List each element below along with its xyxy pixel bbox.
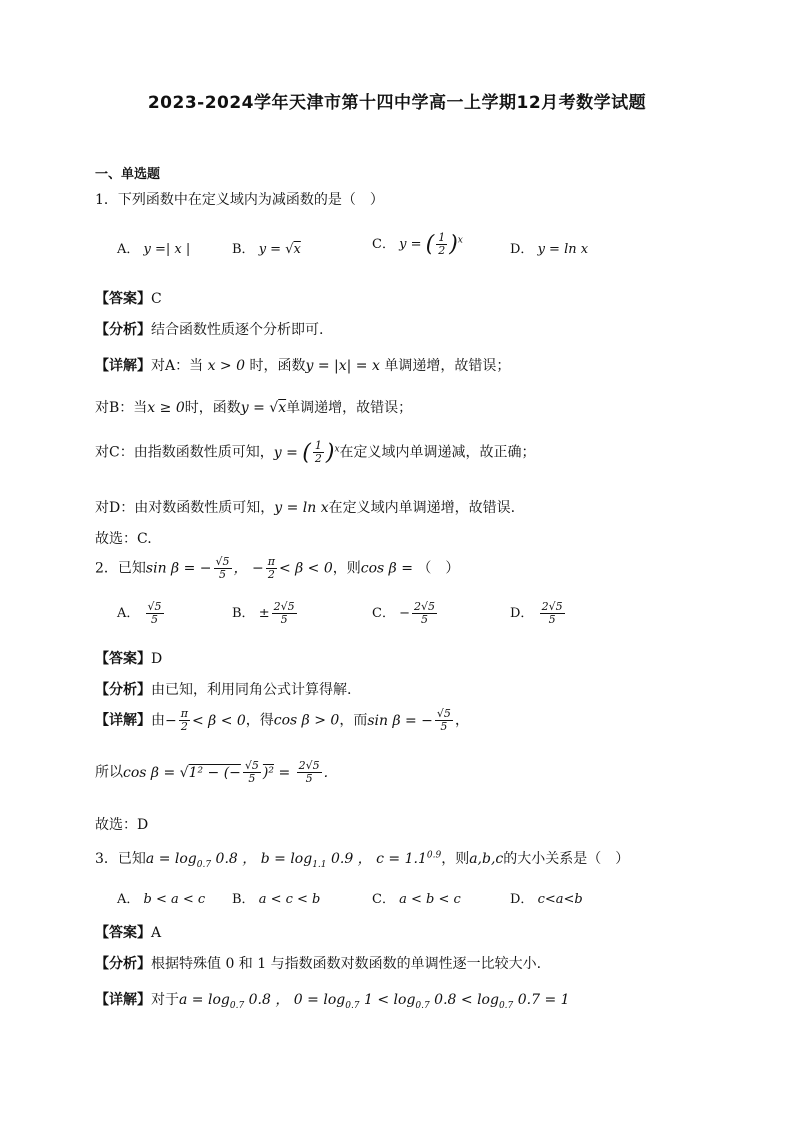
q2-analysis-tag: 【分析】 xyxy=(95,682,151,698)
q3-detail-formula: $a = \log_{0.7} 0.8$ ， $0 = \log_{0.7} 1 < \log_{0.7} 0.8 < \log_{0.7} 0.7 = 1$ xyxy=(179,992,570,1011)
q1-detail-c-formula: y = ( $\frac{1}{2}$ )$^x$ xyxy=(273,439,340,466)
q2-option-c xyxy=(372,601,439,626)
q1-option-b-label: B． xyxy=(232,242,255,257)
q1-detail-d-post: 在定义域内单调递增，故错误. xyxy=(328,500,516,516)
q2-detail-cos: cos β > 0 xyxy=(273,712,340,729)
q2-detail-pre: 由 xyxy=(151,712,165,729)
q1-analysis-text: 结合函数性质逐个分析即可. xyxy=(151,322,324,338)
q3-option-b-label: B． xyxy=(232,892,255,907)
q2-option-d xyxy=(510,601,567,626)
q3-stem xyxy=(95,848,629,870)
q2-detail-mid2: ，而 xyxy=(339,712,368,729)
q2-stem-post: （ ） xyxy=(417,560,460,577)
q1-detail-d-formula: y = ln x xyxy=(274,500,329,516)
q2-stem-pre: 2．已知 xyxy=(95,560,146,577)
q1-detail-d-pre: 对D：由对数函数性质可知， xyxy=(95,500,275,516)
q1-option-a xyxy=(117,238,190,257)
q1-option-c-formula: y = ( $\frac{1}{2}$ )$^x$ xyxy=(399,231,463,258)
q2-option-d-formula: $\frac{2√5}{5}$ xyxy=(541,600,563,627)
q3-stem-pre: 3．已知 xyxy=(95,851,146,867)
q1-detail-a-mid: 时，函数 xyxy=(249,358,306,374)
q2-analysis-text: 由已知，利用同角公式计算得解. xyxy=(151,682,352,698)
q2-option-a xyxy=(117,601,166,626)
q3-option-b xyxy=(232,888,320,907)
q2-stem-range-frac: $\frac{\pi}{2}$ xyxy=(267,555,275,582)
q2-stem-cos: cos β = xyxy=(360,560,418,577)
q2-option-b-formula: ± $\frac{2√5}{5}$ xyxy=(258,600,295,627)
q1-option-b xyxy=(232,238,301,257)
q3-analysis xyxy=(95,953,541,973)
q1-detail-b-post: 单调递增，故错误； xyxy=(286,400,413,416)
q1-detail-b-cond: x ≥ 0 xyxy=(147,400,185,416)
q3-detail xyxy=(95,989,570,1011)
q3-stem-then: ，则 xyxy=(441,851,470,867)
q2-option-a-label: A． xyxy=(117,606,140,622)
q1-detail-c-pre: 对C：由指数函数性质可知， xyxy=(95,444,274,461)
q2-detail-sin: sin β = − $\frac{√5}{5}$ xyxy=(367,707,451,734)
q2-answer-tag: 【答案】 xyxy=(95,651,151,667)
q3-option-d-formula: c<a<b xyxy=(537,892,583,907)
q3-detail-tag: 【详解】 xyxy=(95,992,151,1008)
q3-stem-post: 的大小关系是（ ） xyxy=(503,851,630,867)
q2-option-b-label: B． xyxy=(232,606,255,622)
q1-detail-b-formula: y = √x xyxy=(240,400,287,416)
q1-detail-a-cond: x > 0 xyxy=(203,358,250,374)
q1-detail-c xyxy=(95,440,536,465)
q3-option-a xyxy=(117,888,205,907)
q1-answer-tag: 【答案】 xyxy=(95,291,151,307)
section-heading: 一、单选题 xyxy=(95,167,161,182)
q3-option-b-formula: a < c < b xyxy=(258,892,321,907)
q2-stem-range2: < β < 0 xyxy=(278,560,333,577)
q3-stem-vars: a,b,c xyxy=(469,851,504,867)
q3-analysis-tag: 【分析】 xyxy=(95,956,151,972)
q3-option-c-label: C． xyxy=(372,892,395,907)
q1-detail-c-post: 在定义域内单调递减，故正确； xyxy=(339,444,536,461)
q2-detail-mid1: ，得 xyxy=(245,712,274,729)
q3-option-d xyxy=(510,888,583,907)
q1-detail-b xyxy=(95,397,412,417)
q1-option-b-formula: y = √x xyxy=(258,242,301,257)
q1-detail-a-pre: 对A：当 xyxy=(151,358,204,374)
q2-option-a-formula: $\frac{√5}{5}$ xyxy=(147,600,162,627)
q1-analysis-tag: 【分析】 xyxy=(95,322,151,338)
q2-stem-sin: sin β = − xyxy=(145,560,212,577)
q1-stem: 1．下列函数中在定义域内为减函数的是（ ） xyxy=(95,192,384,208)
q1-option-d xyxy=(510,238,588,257)
q1-detail-a-formula: y = |x| = x xyxy=(305,358,385,374)
q2-stem xyxy=(95,556,459,581)
q3-option-c xyxy=(372,888,461,907)
q2-so-pre: 所以 xyxy=(95,764,123,781)
q3-option-c-formula: a < b < c xyxy=(399,892,461,907)
q1-option-d-label: D． xyxy=(510,242,534,257)
q1-detail-tag: 【详解】 xyxy=(95,358,151,374)
q1-detail-d xyxy=(95,497,515,517)
q3-detail-pre: 对于 xyxy=(151,992,179,1008)
q2-detail-post: ， xyxy=(454,712,469,729)
q3-answer-tag: 【答案】 xyxy=(95,925,151,941)
q2-detail xyxy=(95,708,469,733)
q1-detail-b-mid: 时，函数 xyxy=(184,400,241,416)
q2-analysis xyxy=(95,679,351,699)
q2-conclusion: 故选：D xyxy=(95,817,149,833)
q2-option-b xyxy=(232,601,299,626)
q2-option-c-label: C． xyxy=(372,606,395,622)
q2-stem-mid: ，则 xyxy=(332,560,361,577)
q1-conclusion: 故选：C. xyxy=(95,531,152,547)
q2-detail-range: − $\frac{\pi}{2}$ < β < 0 xyxy=(165,707,246,734)
q1-option-a-formula: y =| x | xyxy=(143,242,191,257)
q2-answer xyxy=(95,648,162,668)
q2-stem-range: ， − xyxy=(233,560,264,577)
q2-option-c-formula: − $\frac{2√5}{5}$ xyxy=(399,600,436,627)
q3-option-a-formula: b < a < c xyxy=(143,892,206,907)
q2-answer-value: D xyxy=(151,651,163,667)
q1-option-c-label: C． xyxy=(372,237,395,253)
q1-answer xyxy=(95,288,162,308)
q2-option-d-label: D． xyxy=(510,606,534,622)
q3-answer xyxy=(95,922,161,942)
q1-detail-a xyxy=(95,355,510,375)
q2-detail-tag: 【详解】 xyxy=(95,712,151,729)
q3-answer-value: A xyxy=(151,925,162,941)
q1-option-d-formula: y = ln x xyxy=(537,242,589,257)
q1-analysis xyxy=(95,319,323,339)
q1-option-c xyxy=(372,232,463,257)
q3-option-a-label: A． xyxy=(117,892,140,907)
q1-detail-a-post: 单调递增，故错误； xyxy=(384,358,511,374)
q3-stem-formula: $a = \log_{0.7} 0.8$ ， $b = \log_{1.1} 0.9$ ， $c = 1.1^{0.9}$ xyxy=(145,850,442,870)
q1-detail-b-pre: 对B：当 xyxy=(95,400,148,416)
q2-so xyxy=(95,760,328,785)
q1-option-a-label: A． xyxy=(117,242,140,257)
q3-analysis-text: 根据特殊值 0 和 1 与指数函数对数函数的单调性逐一比较大小. xyxy=(151,956,542,972)
page-title: 2023-2024学年天津市第十四中学高一上学期12月考数学试题 xyxy=(147,93,647,113)
q3-option-d-label: D． xyxy=(510,892,534,907)
q1-answer-value: C xyxy=(151,291,162,307)
q2-so-formula: cos β = √1² − (− $\frac{√5}{5}$ )² = $\frac{2√5}{5}$ . xyxy=(123,759,329,786)
q2-stem-frac: $\frac{√5}{5}$ xyxy=(215,555,230,582)
